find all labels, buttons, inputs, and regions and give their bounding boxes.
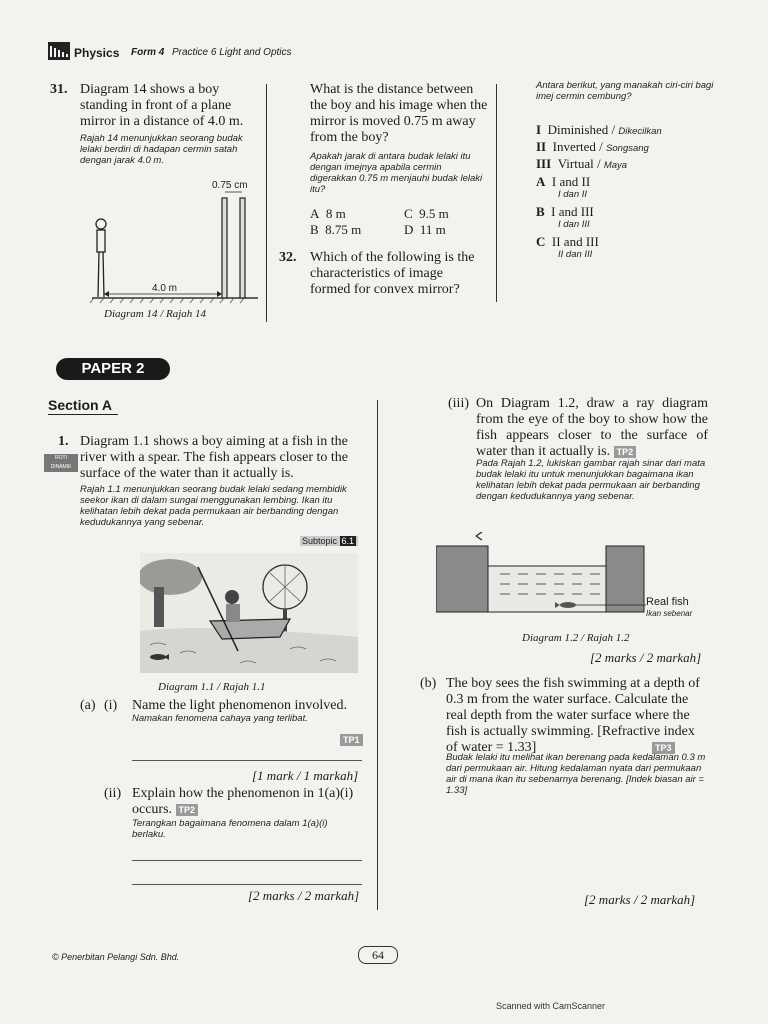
physics-logo-icon <box>48 42 70 60</box>
q31-text-en: Diagram 14 shows a boy standing in front of a plane mirror in a distance of 4.0 m. <box>80 82 244 129</box>
fig2-label-en: Real fish <box>646 596 689 608</box>
side-tag: ROTI DINAMIK <box>44 454 78 472</box>
q1-b-ms: Budak lelaki itu melihat ikan berenang pada kedalaman 0.3 m dari permukaan air. Hitung kedalaman nyata dari permukaan air di mana ikan itu sebenarnya berenang. [Indek biasan air = 1.33] <box>446 752 706 796</box>
fig2-label-ms: Ikan sebenar <box>646 609 693 618</box>
section-underline <box>48 414 118 415</box>
q1-aiii-marks: [2 marks / 2 markah] <box>590 650 702 665</box>
q1-a-label: (a) <box>80 698 96 713</box>
section-title: Section A <box>48 397 113 413</box>
q31-caption: Diagram 14 / Rajah 14 <box>104 308 207 320</box>
q1-b-label: (b) <box>420 676 437 691</box>
q31-label-075: 0.75 cm <box>212 180 248 191</box>
q31-option-a: A 8 m <box>310 206 346 221</box>
q31-label-40: 4.0 m <box>152 283 178 294</box>
q31-text-ms: Rajah 14 menunjukkan seorang budak lelaki berdiri di hadapan cermin satah dengan jarak 4.0 m. <box>80 133 243 166</box>
q1-aiii-en: On Diagram 1.2, draw a ray diagram from the eye of the boy to show how the fish appears closer to the surface of water than it actually is. TP2 <box>476 396 708 459</box>
q1-caption-1: Diagram 1.1 / Rajah 1.1 <box>158 681 266 693</box>
q1-aiii-label: (iii) <box>448 396 469 411</box>
q32-option-c-ms: II dan III <box>558 249 593 260</box>
q32-option-a-ms: I dan II <box>558 189 588 200</box>
q1-aii-ms: Terangkan bagaimana fenomena dalam 1(a)(i) berlaku. <box>132 818 328 840</box>
answer-line-aii-1[interactable] <box>132 860 362 861</box>
q32-text-en: Which of the following is the characteristics of image formed for convex mirror? <box>310 250 475 297</box>
column-divider-2 <box>496 84 497 302</box>
header-subject: Physics <box>74 46 120 60</box>
q32-option-a: A I and II <box>536 174 591 189</box>
q32-option-b-ms: I dan III <box>558 219 590 230</box>
footer-publisher: © Penerbitan Pelangi Sdn. Bhd. <box>52 952 180 962</box>
q1-aii-en: Explain how the phenomenon in 1(a)(i) occurs. TP2 <box>132 786 354 817</box>
paper2-banner: PAPER 2 <box>56 358 170 380</box>
answer-line-ai[interactable] <box>132 760 362 761</box>
q1-ai-ms: Namakan fenomena cahaya yang terlibat. <box>132 713 308 724</box>
q32-option-c: C II and III <box>536 234 599 249</box>
q31-number: 31. <box>50 82 68 97</box>
q1-aiii-ms: Pada Rajah 1.2, lukiskan gambar rajah sinar dari mata budak lelaki itu untuk menunjukkan bagaimana ikan kelihatan lebih dekat pada permukaan air berbanding dengan kedudukannya yang sebenar. <box>476 458 706 502</box>
q32-statement-i: I Diminished / Dikecilkan <box>536 122 662 137</box>
q32-statement-iii: III Virtual / Maya <box>536 156 628 171</box>
q1-aii-marks: [2 marks / 2 markah] <box>248 888 360 903</box>
scanner-watermark: Scanned with CamScanner <box>496 1001 606 1011</box>
q1-b-marks: [2 marks / 2 markah] <box>584 892 696 907</box>
q1-ai-tp: TP1 <box>340 730 363 748</box>
answer-line-aii-2[interactable] <box>132 884 362 885</box>
subtopic-badge: Subtopic 6.1 <box>300 536 358 546</box>
q1-b-en: The boy sees the fish swimming at a depth of 0.3 m from the water surface. Calculate the real depth from the water surface where the fish is actually swimming. [Refractive index of water = 1.33] <box>446 676 700 755</box>
page-number: 64 <box>358 946 398 964</box>
q31-question-ms: Apakah jarak di antara budak lelaki itu dengan imejnya apabila cermin digerakkan 0.75 m menjauhi budak lelaki itu? <box>310 151 483 195</box>
q1-ai-label: (i) <box>104 698 118 713</box>
q32-text-ms: Antara berikut, yang manakah ciri-ciri bagi imej cermin cembung? <box>536 80 714 102</box>
q31-option-c: C 9.5 m <box>404 206 449 221</box>
diagram-1-1 <box>140 553 358 673</box>
q1-text-en: Diagram 1.1 shows a boy aiming at a fish in the river with a spear. The fish appears closer to the surface of the water than it actually is. <box>80 434 348 481</box>
header-form: Form 4 <box>131 47 165 58</box>
q1-ai-en: Name the light phenomenon involved. <box>132 698 348 713</box>
q1-number: 1. <box>58 434 69 449</box>
q1-text-ms: Rajah 1.1 menunjukkan seorang budak lelaki sedang membidik seekor ikan di dalam sungai menggunakan lembing. Ikan itu kelihatan lebih dekat pada permukaan air berbanding dengan kedudukannya yang sebenar. <box>80 484 347 528</box>
q32-number: 32. <box>279 250 297 265</box>
q31-option-d: D 11 m <box>404 222 446 237</box>
header-chapter: Practice 6 Light and Optics <box>172 47 292 58</box>
column-divider <box>266 84 267 322</box>
q1-caption-2: Diagram 1.2 / Rajah 1.2 <box>522 632 630 644</box>
q32-option-b: B I and III <box>536 204 594 219</box>
q31-option-b: B 8.75 m <box>310 222 362 237</box>
q1-ai-marks: [1 mark / 1 markah] <box>252 768 359 783</box>
q1-b-tp: TP3 <box>652 738 675 756</box>
q32-statement-ii: II Inverted / Songsang <box>536 139 649 154</box>
q31-question-en: What is the distance between the boy and his image when the mirror is moved 0.75 m away from the boy? <box>310 82 488 145</box>
column-divider-3 <box>377 400 378 910</box>
q1-aii-label: (ii) <box>104 786 122 801</box>
